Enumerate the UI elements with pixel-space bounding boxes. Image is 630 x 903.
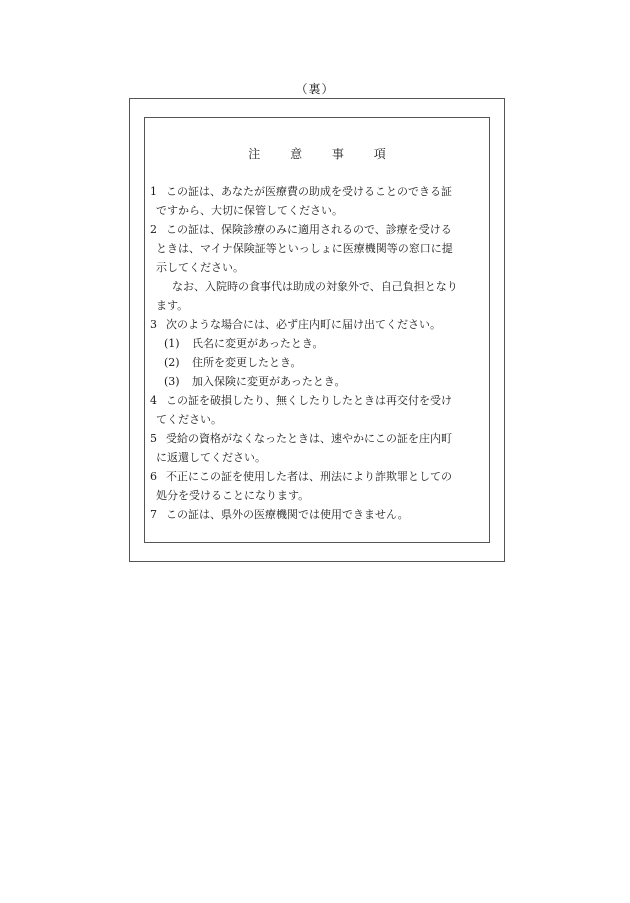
heading-char: 注: [248, 147, 261, 161]
item-text: 不正にこの証を使用した者は、刑法により詐欺罪としての: [166, 470, 452, 483]
item-text: 示してください。: [156, 261, 244, 274]
note-item-7: [150, 505, 485, 524]
item-text: ときは、マイナ保険証等といっしょに医療機関等の窓口に提: [156, 242, 453, 255]
item-note-text: なお、入院時の食事代は助成の対象外で、自己負担となり: [172, 280, 458, 293]
sub-item-number: (2): [164, 356, 180, 369]
item-number: 1: [150, 185, 157, 198]
item-number: 6: [150, 470, 157, 483]
item-text: 受給の資格がなくなったときは、速やかにこの証を庄内町: [166, 432, 452, 445]
item-number: 2: [150, 223, 157, 236]
item-number: 7: [150, 508, 157, 521]
note-item-3: [150, 315, 485, 391]
item-number: 4: [150, 394, 157, 407]
item-text: この証を破損したり、無くしたりしたときは再交付を受け: [166, 394, 452, 407]
item-text: 処分を受けることになります。: [156, 489, 310, 502]
item-text: この証は、あなたが医療費の助成を受けることのできる証: [166, 185, 452, 198]
item-text: てください。: [156, 413, 222, 426]
heading-char: 項: [373, 147, 386, 161]
sub-item-number: (3): [164, 375, 180, 388]
back-side-label: （裏）: [295, 82, 335, 96]
item-text: ですから、大切に保管してください。: [156, 204, 343, 217]
note-item-1: [150, 182, 485, 220]
sub-item-number: (1): [164, 337, 180, 350]
item-text: 次のような場合には、必ず庄内町に届け出てください。: [166, 318, 441, 331]
item-number: 5: [150, 432, 157, 445]
notes-list: [150, 182, 485, 524]
heading-char: 意: [290, 147, 303, 161]
note-item-5: [150, 429, 485, 467]
notes-heading: [144, 145, 490, 162]
item-text: この証は、県外の医療機関では使用できません。: [166, 508, 409, 521]
sub-item-text: 氏名に変更があったとき。: [192, 337, 324, 350]
sub-item: [150, 353, 485, 372]
sub-item-text: 加入保険に変更があったとき。: [192, 375, 346, 388]
sub-item: [150, 372, 485, 391]
sub-item: [150, 334, 485, 353]
item-text: この証は、保険診療のみに適用されるので、診療を受ける: [166, 223, 452, 236]
item-number: 3: [150, 318, 157, 331]
item-text: に返還してください。: [156, 451, 266, 464]
sub-item-text: 住所を変更したとき。: [192, 356, 302, 369]
note-item-2: [150, 220, 485, 315]
item-note-text: ます。: [156, 299, 189, 312]
note-item-4: [150, 391, 485, 429]
note-item-6: [150, 467, 485, 505]
heading-char: 事: [331, 147, 344, 161]
